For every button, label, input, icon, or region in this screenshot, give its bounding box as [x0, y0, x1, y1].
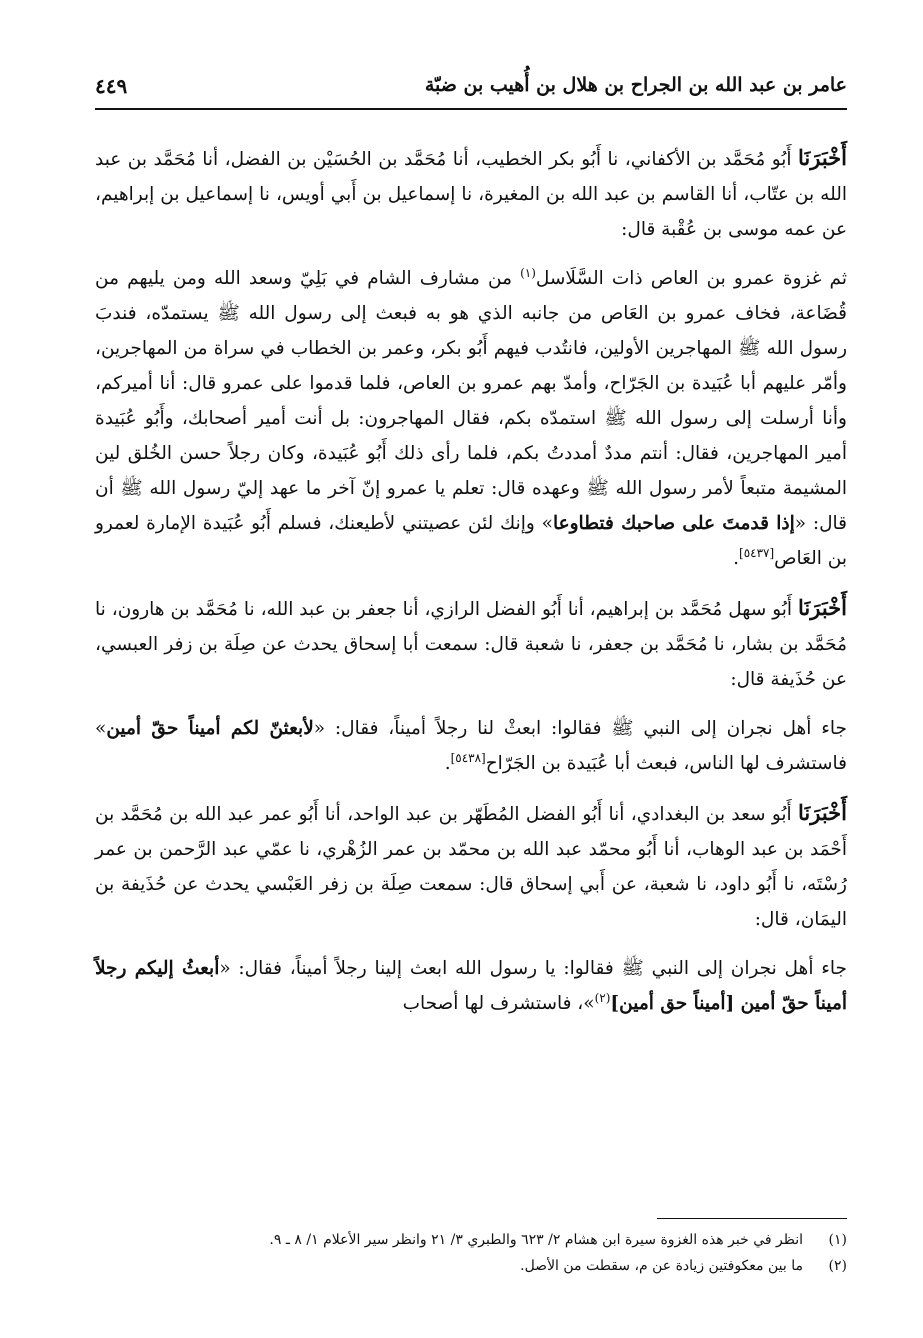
hadith-quote: إذا قدمتَ على صاحبك فتطاوعا: [552, 513, 795, 534]
footnote-text: انظر في خبر هذه الغزوة سيرة ابن هشام ٢/ ٦٢٣ والطبري ٣/ ٢١ وانظر سير الأعلام ١/ ٨ ـ ٩.: [269, 1232, 803, 1248]
paragraph-end: .: [733, 548, 740, 569]
paragraph-isnad-2: [95, 590, 847, 697]
book-page: [95, 68, 847, 1288]
hadith-number: [٥٤٣٨]: [450, 750, 486, 765]
akhbarana-keyword: أَخْبَرَنَا: [798, 800, 847, 825]
footnote-divider: [657, 1218, 847, 1219]
paragraph-isnad-1: [95, 140, 847, 247]
paragraph-text: ثم غزوة عمرو بن العاص ذات السَّلَاسل: [535, 268, 847, 289]
footnote-number: (٢): [828, 1258, 847, 1274]
hadith-quote: أبعثُ إليكم رجلاً أميناً حقّ أمين [أميناً حق أمين]: [95, 958, 847, 1014]
paragraph-end: .: [444, 753, 451, 774]
footnote-1: [95, 1227, 847, 1253]
akhbarana-keyword: أَخْبَرَنَا: [798, 595, 847, 620]
footnotes: [95, 1218, 847, 1279]
paragraph-text: من مشارف الشام في بَلِيّ وسعد الله ومن يليهم من قُضَاعة، فخاف عمرو بن العَاص من جانبه الذي هو به فبعث إلى رسول الله ﷺ يستمدّه، فندبَ رسول الله ﷺ المهاجرين الأولين، فانتُدب فيهم أَبُو بكر، وعمر بن الخطاب في سراة من المهاجرين، وأمّر عليهم أبا عُبَيدة بن الجَرّاح، وأمدّ بهم عمرو بن العاص، فلما قدموا على عمرو قال: أنا أميركم، وأنا أرسلت إلى رسول الله ﷺ استمدّه بكم، فقال المهاجرون: بل أنت أمير أصحابك، وأَبُو عُبَيدة أمير المهاجرين، فقال: أنتم مددٌ أمددتُ بكم، فلما رأى ذلك أَبُو عُبَيدة، وكان رجلاً حسن الخُلق لين المشيمة متبعاً لأمر رسول الله ﷺ وعهده قال: تعلم يا عمرو إنّ آخر ما عهد إليّ رسول الله ﷺ أن قال: «: [95, 268, 847, 534]
hadith-quote: لأبعثنّ لكم أميناً حقّ أمين: [106, 718, 314, 739]
footnote-text: ما بين معكوفتين زيادة عن م، سقطت من الأصل.: [520, 1258, 803, 1274]
hadith-number: [٥٤٣٧]: [739, 545, 775, 560]
paragraph-narration-2: [95, 711, 847, 781]
paragraph-text: »، فاستشرف لها أصحاب: [402, 993, 595, 1014]
paragraph-narration-3: [95, 951, 847, 1021]
paragraph-text: » وإنك لئن عصيتني لأطيعنك، فسلم أَبُو عُبَيدة الإمارة لعمرو بن العَاص: [95, 513, 847, 569]
footnote-2: [95, 1253, 847, 1279]
paragraph-isnad-3: [95, 795, 847, 937]
paragraph-text: أَبُو سهل مُحَمَّد بن إبراهيم، أنا أَبُو الفضل الرازي، أنا جعفر بن عبد الله، نا مُحَمَّد بن هارون، نا مُحَمَّد بن بشار، نا مُحَمَّد بن جعفر، نا شعبة قال: سمعت أبا إسحاق يحدث عن صِلَة بن زفر العبسي، عن حُذَيفة قال:: [95, 599, 847, 690]
paragraph-text: » فاستشرف لها الناس، فبعث أبا عُبَيدة بن الجَرّاح: [95, 718, 847, 774]
page-number: ٤٤٩: [95, 74, 128, 98]
paragraph-text: أَبُو مُحَمَّد بن الأكفاني، نا أَبُو بكر الخطيب، أنا مُحَمَّد بن الحُسَيْن بن الفضل، أنا مُحَمَّد بن عبد الله بن عتّاب، أنا القاسم بن عبد الله بن المغيرة، نا إسماعيل بن أَبي أويس، نا إسماعيل بن إبراهيم، عن عمه موسى بن عُقْبة قال:: [95, 149, 847, 240]
paragraph-text: أَبُو سعد بن البغدادي، أنا أَبُو الفضل المُطَهّر بن عبد الواحد، أنا أَبُو عمر عبد الله بن مُحَمَّد بن أَحْمَد بن عبد الوهاب، أنا أَبُو محمّد عبد الله بن محمّد بن عمر الزُهْري، نا عمّي عبد الرَّحمن بن عمر رُسْتَه، نا أَبُو داود، نا شعبة، عن أَبي إسحاق قال: سمعت صِلَة بن زفر العَبْسي يحدث عن حُذَيفة بن اليمَان، قال:: [95, 804, 847, 930]
footnote-ref: (١): [520, 265, 536, 280]
body-text: [95, 140, 847, 1021]
paragraph-narration-1: [95, 261, 847, 576]
paragraph-text: جاء أهل نجران إلى النبي ﷺ فقالوا: ابعثْ لنا رجلاً أميناً، فقال: «: [313, 718, 847, 739]
footnote-number: (١): [828, 1232, 847, 1248]
paragraph-text: جاء أهل نجران إلى النبي ﷺ فقالوا: يا رسول الله ابعث إلينا رجلاً أميناً، فقال: «: [219, 958, 847, 979]
running-header: [95, 68, 847, 110]
akhbarana-keyword: أَخْبَرَنَا: [798, 145, 847, 170]
chapter-title: عامر بن عبد الله بن الجراح بن هلال بن أُهيب بن ضبّة: [424, 74, 847, 96]
footnote-ref: (٢): [594, 990, 611, 1005]
